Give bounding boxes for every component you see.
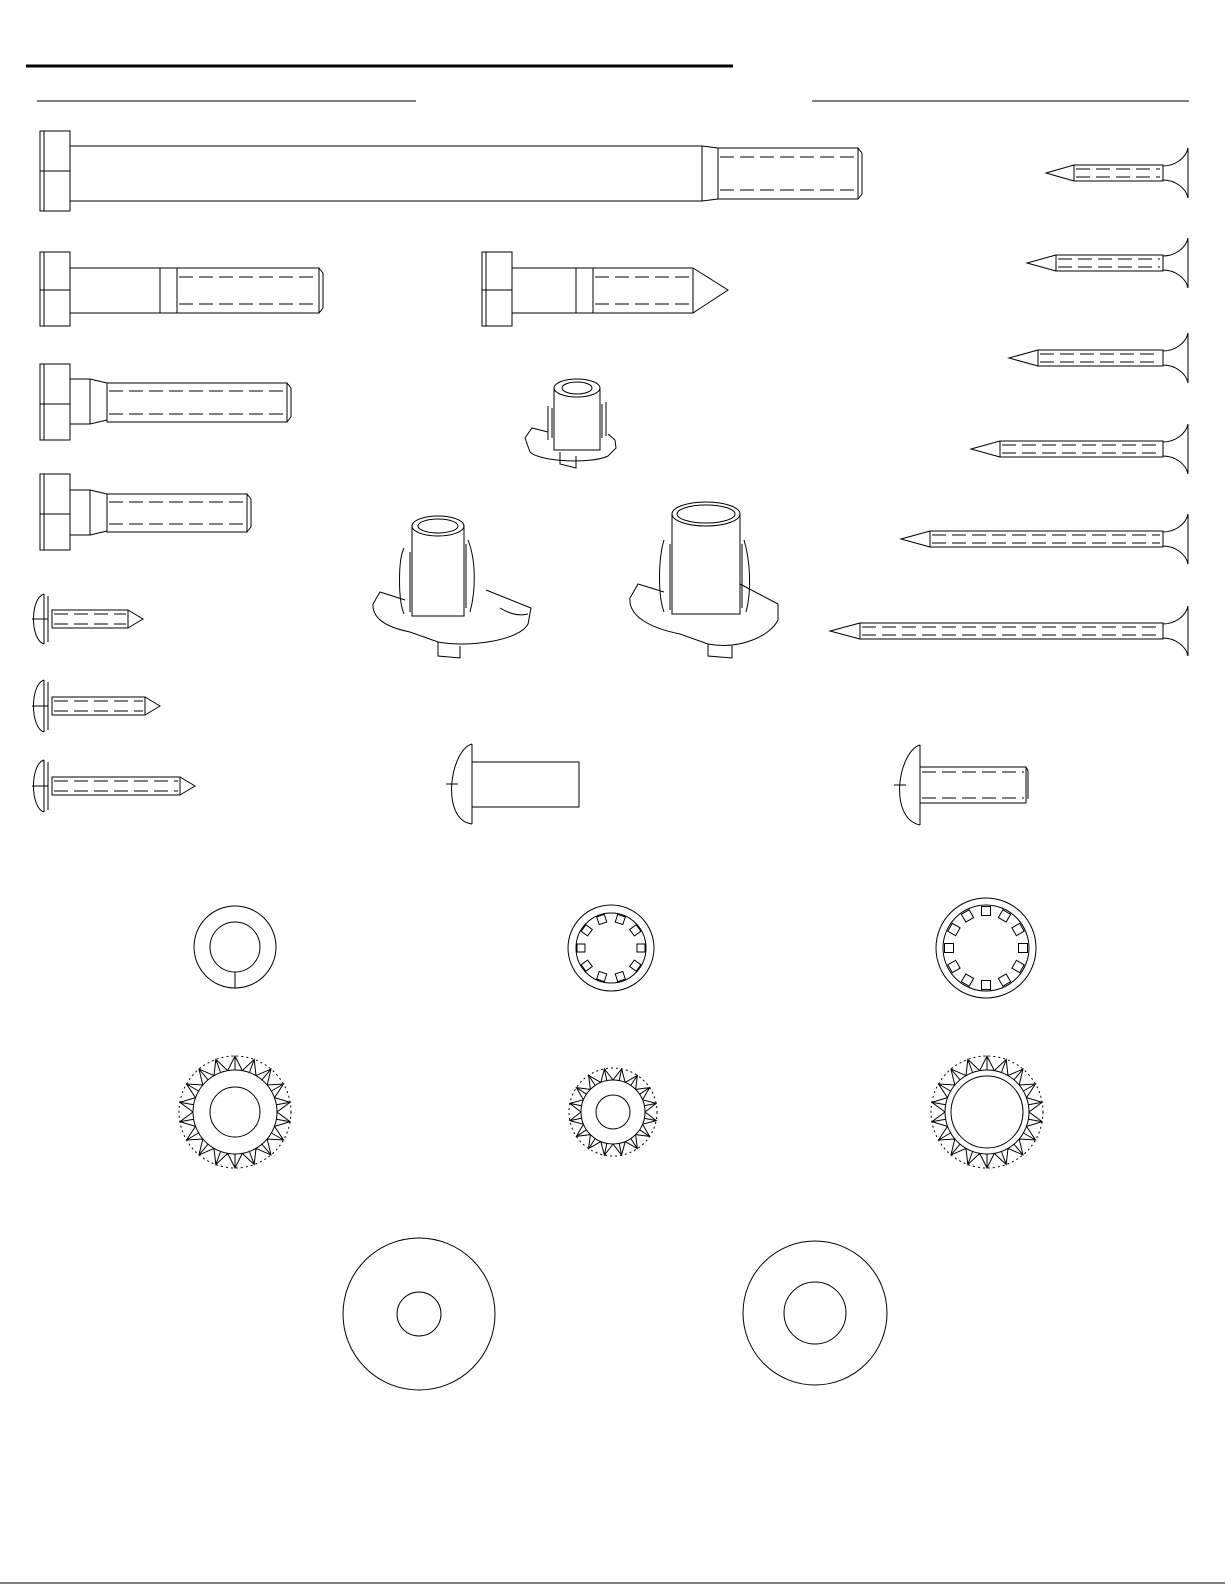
washer-tooth: [615, 971, 625, 981]
washer-tooth: [597, 914, 607, 924]
washer-outer-edge: [931, 1056, 1043, 1168]
truss-head-rivet: [446, 744, 579, 824]
hex-bolt-long: [40, 131, 862, 211]
drywall-screw-3: [1009, 333, 1188, 383]
external-tooth-washer-1: [179, 1056, 291, 1168]
external-tooth-washer-3: [931, 1056, 1043, 1168]
hex-bolt-short-a: [40, 364, 291, 440]
washer-tooth: [945, 944, 954, 953]
internal-tooth-washer-large: [936, 898, 1036, 998]
washer-tooth: [597, 971, 607, 981]
fender-washer-1: [343, 1238, 495, 1390]
washer-teeth: [180, 1056, 290, 1168]
internal-tooth-washer-small: [568, 905, 654, 991]
washer-outer-edge: [179, 1056, 291, 1168]
truss-head-bolt: [894, 745, 1028, 825]
washer-teeth: [570, 1069, 656, 1155]
tee-nut-large: [630, 502, 778, 658]
external-tooth-washer-2: [569, 1068, 657, 1156]
washer-tooth: [982, 981, 991, 990]
hex-lag-bolt: [482, 252, 728, 326]
drywall-screw-4: [971, 424, 1188, 474]
flange-screw-2: [32, 680, 160, 732]
tee-nut-small: [525, 379, 616, 468]
tee-nut-medium: [373, 516, 531, 658]
washer-tooth: [1019, 944, 1028, 953]
hex-bolt-medium-a: [40, 252, 323, 326]
flange-screw-3: [32, 760, 195, 812]
fender-washer-2: [743, 1241, 887, 1385]
washer-tooth: [577, 944, 585, 952]
washer-outer-edge: [569, 1068, 657, 1156]
hex-bolt-short-b: [40, 474, 251, 550]
washer-teeth: [932, 1056, 1042, 1168]
washer-tooth: [615, 914, 625, 924]
washer-tooth: [982, 907, 991, 916]
split-lock-washer: [194, 906, 276, 988]
flange-screw-1: [32, 594, 143, 644]
drywall-screw-5: [901, 514, 1188, 564]
drywall-screw-6: [830, 606, 1188, 656]
drywall-screw-2: [1027, 238, 1188, 288]
drywall-screw-1: [1046, 148, 1188, 198]
washer-tooth: [637, 944, 645, 952]
